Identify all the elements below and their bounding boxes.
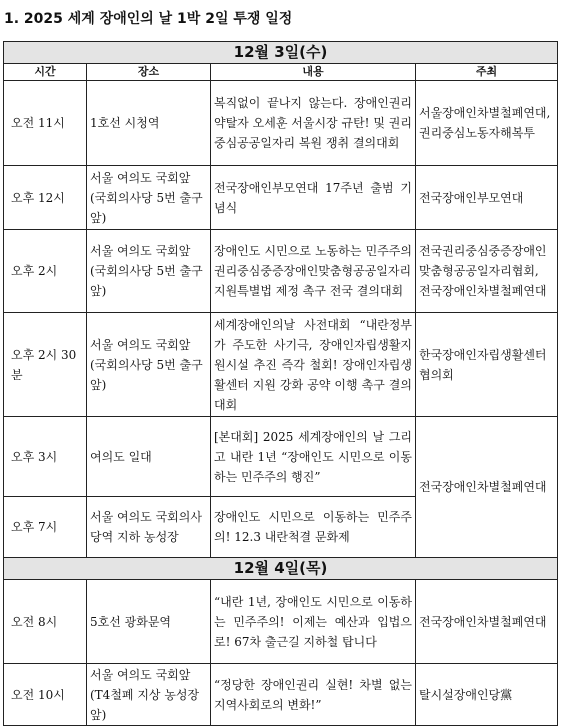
cell-time: 오후 2시 [4, 230, 87, 313]
cell-host: 전국권리중심중증장애인맞춤형공공일자리협회, 전국장애인차별철폐연대 [416, 230, 558, 313]
cell-content: 장애인도 시민으로 노동하는 민주주의 권리중심중증장애인맞춤형공공일자리지원특별법 제정 촉구 전국 결의대회 [211, 230, 416, 313]
cell-time: 오전 8시 [4, 580, 87, 664]
table-row [4, 166, 558, 230]
cell-time: 오후 7시 [4, 497, 87, 558]
cell-content: 세계장애인의날 사전대회 “내란정부가 주도한 사기극, 장애인자립생활지원시설 추진 즉각 철회! 장애인자립생활센터 지원 강화 공약 이행 촉구 결의대회 [211, 313, 416, 417]
cell-time: 오후 2시 30분 [4, 313, 87, 417]
cell-content: “정당한 장애인권리 실현! 차별 없는 지역사회로의 변화!” [211, 664, 416, 726]
page-title: 1. 2025 세계 장애인의 날 1박 2일 투쟁 일정 [4, 11, 293, 27]
cell-time: 오후 12시 [4, 166, 87, 230]
cell-place: 서울 여의도 국회앞 (국회의사당 5번 출구 앞) [87, 166, 211, 230]
cell-place: 서울 여의도 국회앞 (T4철폐 지상 농성장 앞) [87, 664, 211, 726]
cell-content: 전국장애인부모연대 17주년 출범 기념식 [211, 166, 416, 230]
cell-content: “내란 1년, 장애인도 시민으로 이동하는 민주주의! 이제는 예산과 입법으로! 67차 출근길 지하철 탑니다 [211, 580, 416, 664]
cell-place: 서울 여의도 국회의사당역 지하 농성장 [87, 497, 211, 558]
table-row [4, 81, 558, 166]
table-row [4, 313, 558, 417]
cell-place: 5호선 광화문역 [87, 580, 211, 664]
day-label: 12월 3일(수) [4, 42, 558, 64]
table-row [4, 664, 558, 726]
schedule-table [3, 41, 558, 726]
cell-host: 전국장애인부모연대 [416, 166, 558, 230]
cell-time: 오전 11시 [4, 81, 87, 166]
table-row [4, 230, 558, 313]
cell-place: 1호선 시청역 [87, 81, 211, 166]
cell-place: 서울 여의도 국회앞 (국회의사당 5번 출구 앞) [87, 230, 211, 313]
cell-host: 전국장애인차별철폐연대 [416, 417, 558, 558]
column-header-time: 시간 [4, 64, 87, 81]
cell-host: 탈시설장애인당黨 [416, 664, 558, 726]
column-header-content: 내용 [211, 64, 416, 81]
cell-time: 오전 10시 [4, 664, 87, 726]
table-row [4, 580, 558, 664]
cell-host: 전국장애인차별철폐연대 [416, 580, 558, 664]
cell-place: 여의도 일대 [87, 417, 211, 497]
cell-time: 오후 3시 [4, 417, 87, 497]
day-header-dec-3 [4, 42, 558, 64]
day-label: 12월 4일(목) [4, 558, 558, 580]
column-header-host: 주최 [416, 64, 558, 81]
cell-place: 서울 여의도 국회앞 (국회의사당 5번 출구 앞) [87, 313, 211, 417]
cell-content: 복직없이 끝나지 않는다. 장애인권리약탈자 오세훈 서울시장 규탄! 및 권리중심공공일자리 복원 쟁취 결의대회 [211, 81, 416, 166]
table-header-row [4, 64, 558, 81]
column-header-place: 장소 [87, 64, 211, 81]
cell-content: 장애인도 시민으로 이동하는 민주주의! 12.3 내란척결 문화제 [211, 497, 416, 558]
cell-host: 한국장애인자립생활센터협의회 [416, 313, 558, 417]
cell-host: 서울장애인차별철폐연대, 권리중심노동자해복투 [416, 81, 558, 166]
table-row [4, 417, 558, 497]
day-header-dec-4 [4, 558, 558, 580]
cell-content: [본대회] 2025 세계장애인의 날 그리고 내란 1년 “장애인도 시민으로 이동하는 민주주의 행진” [211, 417, 416, 497]
